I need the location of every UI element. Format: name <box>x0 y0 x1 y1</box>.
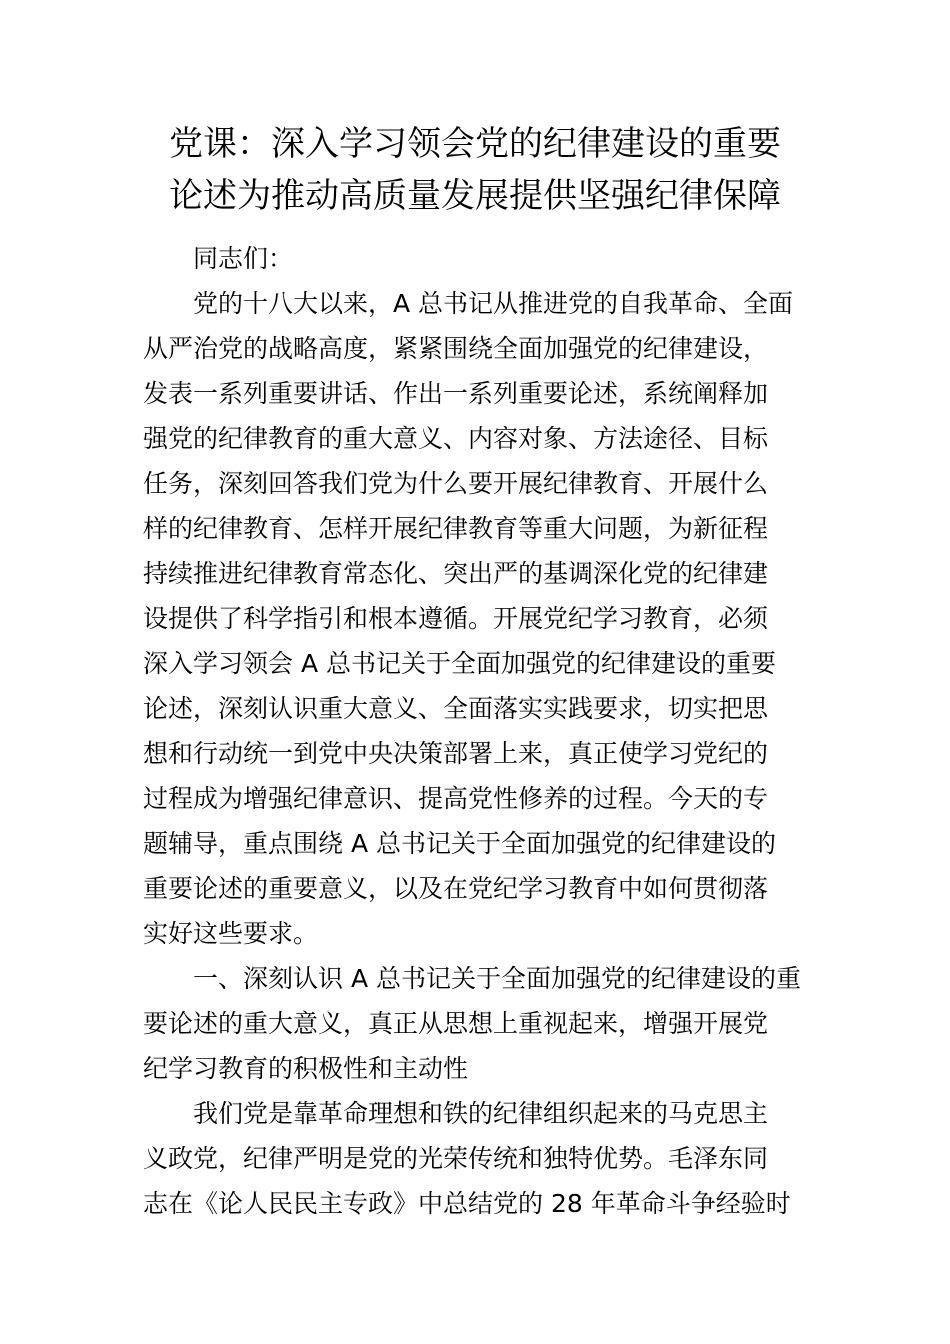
paragraph-1-line: 设提供了科学指引和根本遵循。开展党纪学习教育，必须 <box>143 604 769 633</box>
paragraph-1-line: 过程成为增强纪律意识、提高党性修养的过程。今天的专 <box>143 784 769 813</box>
section-heading-line: 纪学习教育的积极性和主动性 <box>143 1054 469 1083</box>
document-title-line-2: 论述为推动高质量发展提供坚强纪律保障 <box>169 176 781 216</box>
paragraph-1-line: 党的十八大以来，A 总书记从推进党的自我革命、全面 <box>193 289 794 318</box>
paragraph-1-line: 想和行动统一到党中央决策部署上来，真正使学习党纪的 <box>143 739 769 768</box>
paragraph-1-line: 题辅导，重点围绕 A 总书记关于全面加强党的纪律建设的 <box>143 829 776 858</box>
section-heading-line: 要论述的重大意义，真正从思想上重视起来，增强开展党 <box>143 1009 769 1038</box>
paragraph-1-line: 持续推进纪律教育常态化、突出严的基调深化党的纪律建 <box>143 559 769 588</box>
document-body <box>143 236 808 1226</box>
paragraph-1-line: 论述，深刻认识重大意义、全面落实实践要求，切实把思 <box>143 694 769 723</box>
paragraph-2-line: 我们党是靠革命理想和铁的纪律组织起来的马克思主 <box>193 1099 769 1128</box>
paragraph-1-line: 重要论述的重要意义，以及在党纪学习教育中如何贯彻落 <box>143 874 769 903</box>
paragraph-1-line: 深入学习领会 A 总书记关于全面加强党的纪律建设的重要 <box>143 649 776 678</box>
paragraph-1-line: 样的纪律教育、怎样开展纪律教育等重大问题，为新征程 <box>143 514 769 543</box>
paragraph-2-line: 义政党，纪律严明是党的光荣传统和独特优势。毛泽东同 <box>143 1144 769 1173</box>
section-heading-line: 一、深刻认识 A 总书记关于全面加强党的纪律建设的重 <box>193 964 801 993</box>
paragraph-1-line: 发表一系列重要讲话、作出一系列重要论述，系统阐释加 <box>143 379 769 408</box>
paragraph-1-line: 实好这些要求。 <box>143 919 319 948</box>
paragraph-2-line: 志在《论人民民主专政》中总结党的 28 年革命斗争经验时 <box>143 1189 791 1218</box>
salutation: 同志们： <box>193 244 294 273</box>
document-title-line-1: 党课：深入学习领会党的纪律建设的重要 <box>169 124 781 164</box>
paragraph-1-line: 强党的纪律教育的重大意义、内容对象、方法途径、目标 <box>143 424 769 453</box>
paragraph-1-line: 从严治党的战略高度，紧紧围绕全面加强党的纪律建设， <box>143 334 769 363</box>
paragraph-1-line: 任务，深刻回答我们党为什么要开展纪律教育、开展什么 <box>143 469 769 498</box>
